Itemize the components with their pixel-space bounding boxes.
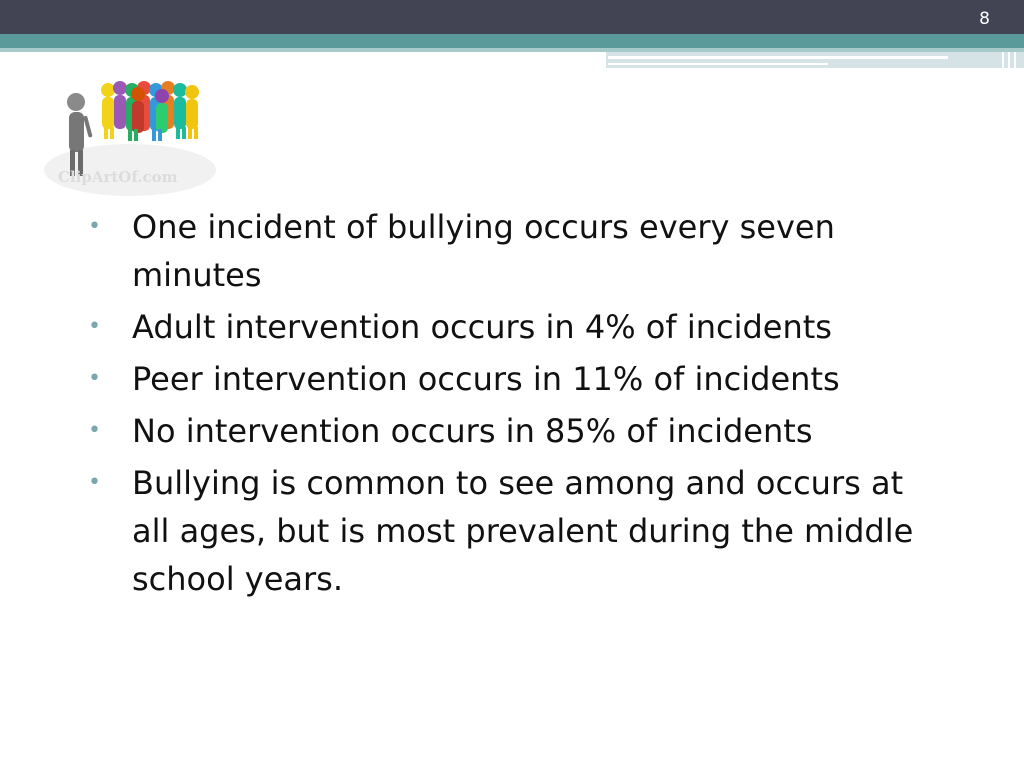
bullet-marker: • — [88, 214, 101, 239]
bullet-text: Peer intervention occurs in 11% of incidents — [132, 360, 840, 398]
svg-text:ClipArtOf.com: ClipArtOf.com — [58, 168, 178, 186]
bullet-text: Adult intervention occurs in 4% of incidents — [132, 308, 832, 346]
header-bar — [0, 0, 1024, 34]
slide-number: 8 — [979, 9, 990, 29]
list-item — [84, 407, 944, 455]
bullet-text: Bullying is common to see among and occurs at all ages, but is most prevalent during the middle school years. — [132, 464, 914, 598]
bullet-list — [84, 203, 944, 607]
bullet-marker: • — [88, 366, 101, 391]
list-item — [84, 355, 944, 403]
list-item — [84, 303, 944, 351]
bullet-text: One incident of bullying occurs every seven minutes — [132, 208, 835, 294]
bullet-marker: • — [88, 314, 101, 339]
bullet-marker: • — [88, 418, 101, 443]
bullet-marker: • — [88, 470, 101, 495]
bullet-text: No intervention occurs in 85% of incidents — [132, 412, 813, 450]
bullying-clipart-image — [40, 72, 220, 200]
list-item — [84, 203, 944, 299]
accent-band — [0, 34, 1024, 48]
decorative-lines — [606, 52, 1024, 72]
list-item — [84, 459, 944, 603]
